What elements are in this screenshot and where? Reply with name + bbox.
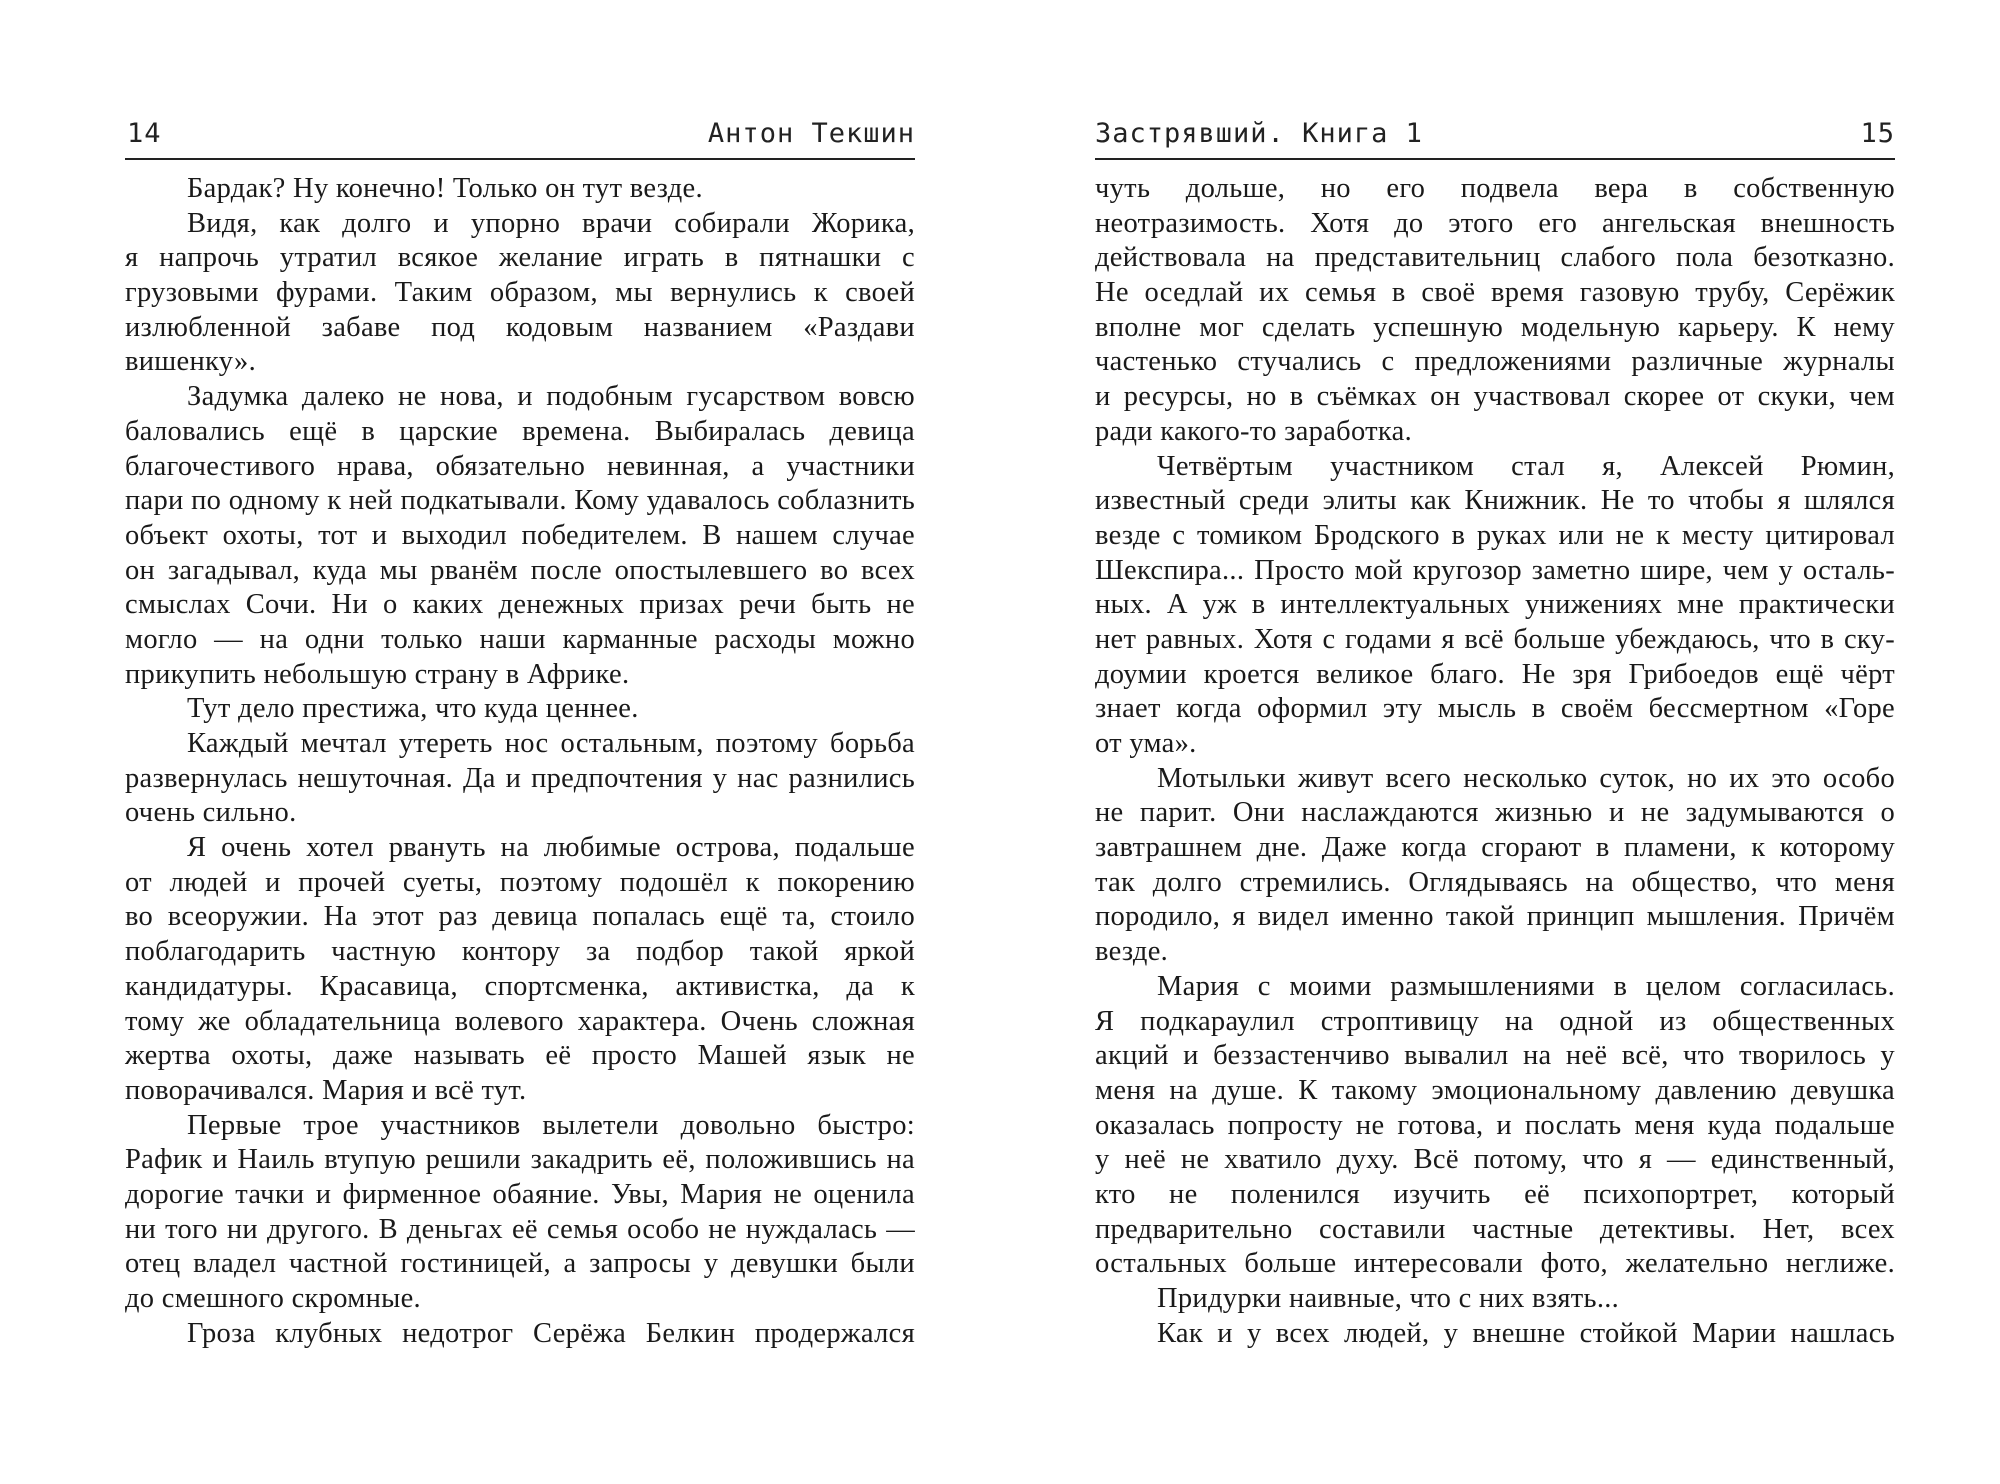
text-line: Мария с моими размышлениями в целом согласилась. bbox=[1157, 970, 1895, 1002]
page-number-right: 15 bbox=[1860, 118, 1895, 149]
text-line: грузовыми фурами. Таким образом, мы вернулись к своей bbox=[125, 277, 915, 309]
text-line: я напрочь утратил всякое желание играть в пятнашки с bbox=[125, 242, 915, 274]
text-line: тому же обладательница волевого характера. Очень сложная bbox=[125, 1005, 915, 1037]
text-line: благочестивого нрава, обязательно невинная, а участники bbox=[125, 450, 915, 482]
text-line: от ума». bbox=[1095, 728, 1197, 759]
text-line: от людей и прочей суеты, поэтому подошёл к покорению bbox=[125, 866, 915, 898]
text-line: Бардак? Ну конечно! Только он тут везде. bbox=[187, 173, 703, 204]
text-line: развернулась нешуточная. Да и предпочтения у нас разнились bbox=[125, 762, 915, 794]
text-line: он загадывал, куда мы рванём после опостылевшего во всех bbox=[125, 554, 915, 586]
text-line: Первые трое участников вылетели довольно быстро: bbox=[187, 1109, 915, 1141]
text-line: прикупить небольшую страну в Африке. bbox=[125, 658, 630, 690]
text-line: Не оседлай их семья в своё время газовую трубу, Серёжик bbox=[1095, 277, 1895, 309]
text-line: ради какого-то заработка. bbox=[1095, 415, 1412, 447]
text-line: поворачивался. Мария и всё тут. bbox=[125, 1074, 527, 1106]
text-line: ных. А уж в интеллектуальных унижениях мне практически bbox=[1095, 589, 1895, 621]
text-line: действовала на представительниц слабого пола безотказно. bbox=[1095, 242, 1895, 274]
text-line: очень сильно. bbox=[125, 797, 297, 829]
text-line: меня на душе. К такому эмоциональному давлению девушка bbox=[1095, 1074, 1895, 1106]
text-line: Я подкараулил строптивицу на одной из общественных bbox=[1095, 1005, 1895, 1037]
right-page bbox=[1095, 0, 1895, 1484]
text-line: Я очень хотел рвануть на любимые острова, подальше bbox=[187, 832, 915, 864]
text-line: нет равных. Хотя с годами я всё больше убеждаюсь, что в ску- bbox=[1095, 623, 1895, 655]
left-page bbox=[125, 0, 915, 1484]
text-line: Задумка далеко не нова, и подобным гусарством вовсю bbox=[187, 381, 915, 413]
text-line: до смешного скромные. bbox=[125, 1283, 421, 1314]
text-line: дорогие тачки и фирменное обаяние. Увы, Мария не оценила bbox=[125, 1178, 915, 1210]
text-line: породило, я видел именно такой принцип мышления. Причём bbox=[1095, 901, 1895, 933]
left-running-head bbox=[125, 112, 915, 158]
text-line: не парит. Они наслаждаются жизнью и не задумываются о bbox=[1095, 797, 1895, 829]
text-line: оказалась попросту не готова, и послать меня куда подальше bbox=[1095, 1109, 1895, 1141]
text-line: чуть дольше, но его подвела вера в собственную bbox=[1095, 173, 1895, 204]
text-line: предварительно составили частные детективы. Нет, всех bbox=[1095, 1213, 1895, 1245]
text-line: Гроза клубных недотрог Серёжа Белкин продержался bbox=[187, 1317, 915, 1349]
text-line: Придурки наивные, что с них взять... bbox=[1157, 1283, 1620, 1314]
text-line: баловались ещё в царские времена. Выбиралась девица bbox=[125, 415, 915, 447]
text-line: завтрашнем дне. Даже когда сгорают в пламени, к которому bbox=[1095, 832, 1895, 864]
text-line: везде с томиком Бродского в руках или не к месту цитировал bbox=[1095, 519, 1895, 551]
text-line: Видя, как долго и упорно врачи собирали Жорика, bbox=[187, 207, 915, 239]
text-line: жертва охоты, даже называть её просто Машей язык не bbox=[125, 1040, 915, 1072]
header-rule-left bbox=[125, 158, 915, 160]
page-number-left: 14 bbox=[127, 118, 162, 149]
author-name: Антон Текшин bbox=[707, 118, 915, 149]
text-line: доумии кроется великое благо. Не зря Грибоедов ещё чёрт bbox=[1095, 658, 1895, 690]
text-line: пари по одному к ней подкатывали. Кому удавалось соблазнить bbox=[125, 485, 915, 517]
text-line: отец владел частной гостиницей, а запросы у девушки были bbox=[125, 1248, 915, 1280]
text-line: смыслах Сочи. Ни о каких денежных призах речи быть не bbox=[125, 589, 915, 621]
text-line: Тут дело престижа, что куда ценнее. bbox=[187, 693, 639, 725]
text-line: Шекспира... Просто мой кругозор заметно шире, чем у осталь- bbox=[1095, 554, 1895, 586]
text-line: Рафик и Наиль втупую решили закадрить её, положившись на bbox=[125, 1144, 915, 1176]
right-running-head bbox=[1095, 112, 1895, 158]
text-line: везде. bbox=[1095, 936, 1169, 968]
text-line: остальных больше интересовали фото, желательно неглиже. bbox=[1095, 1248, 1895, 1280]
text-line: и ресурсы, но в съёмках он участвовал скорее от скуки, чем bbox=[1095, 381, 1895, 413]
text-line: Мотыльки живут всего несколько суток, но их это особо bbox=[1157, 762, 1895, 794]
text-line: знает когда оформил эту мысль в своём бессмертном «Горе bbox=[1095, 693, 1895, 725]
text-line: во всеоружии. На этот раз девица попалась ещё та, стоило bbox=[125, 901, 915, 933]
text-line: кандидатуры. Красавица, спортсменка, активистка, да к bbox=[125, 970, 915, 1002]
text-line: Каждый мечтал утереть нос остальным, поэтому борьба bbox=[187, 728, 915, 759]
text-line: у неё не хватило духу. Всё потому, что я — единственный, bbox=[1095, 1144, 1895, 1176]
left-body-text bbox=[125, 172, 915, 1351]
text-line: частенько стучались с предложениями различные журналы bbox=[1095, 346, 1895, 378]
text-line: акций и беззастенчиво вывалил на неё всё, что творилось у bbox=[1095, 1040, 1895, 1072]
book-title: Застрявший. Книга 1 bbox=[1095, 118, 1423, 149]
text-line: Как и у всех людей, у внешне стойкой Марии нашлась bbox=[1157, 1317, 1895, 1349]
text-line: вполне мог сделать успешную модельную карьеру. К нему bbox=[1095, 311, 1895, 343]
text-line: так долго стремились. Оглядываясь на общество, что меня bbox=[1095, 866, 1895, 898]
text-line: известный среди элиты как Книжник. Не то чтобы я шлялся bbox=[1095, 485, 1895, 517]
text-line: кто не поленился изучить её психопортрет, который bbox=[1095, 1178, 1895, 1210]
text-line: поблагодарить частную контору за подбор такой яркой bbox=[125, 936, 915, 968]
right-body-text bbox=[1095, 172, 1895, 1351]
text-line: ни того ни другого. В деньгах её семья особо не нуждалась — bbox=[125, 1213, 915, 1245]
text-line: излюбленной забаве под кодовым названием «Раздави bbox=[125, 311, 915, 343]
text-line: неотразимость. Хотя до этого его ангельская внешность bbox=[1095, 207, 1895, 239]
text-line: вишенку». bbox=[125, 346, 257, 378]
text-line: могло — на одни только наши карманные расходы можно bbox=[125, 623, 915, 655]
text-line: Четвёртым участником стал я, Алексей Рюмин, bbox=[1157, 450, 1895, 482]
header-rule-right bbox=[1095, 158, 1895, 160]
text-line: объект охоты, тот и выходил победителем. В нашем случае bbox=[125, 519, 915, 551]
